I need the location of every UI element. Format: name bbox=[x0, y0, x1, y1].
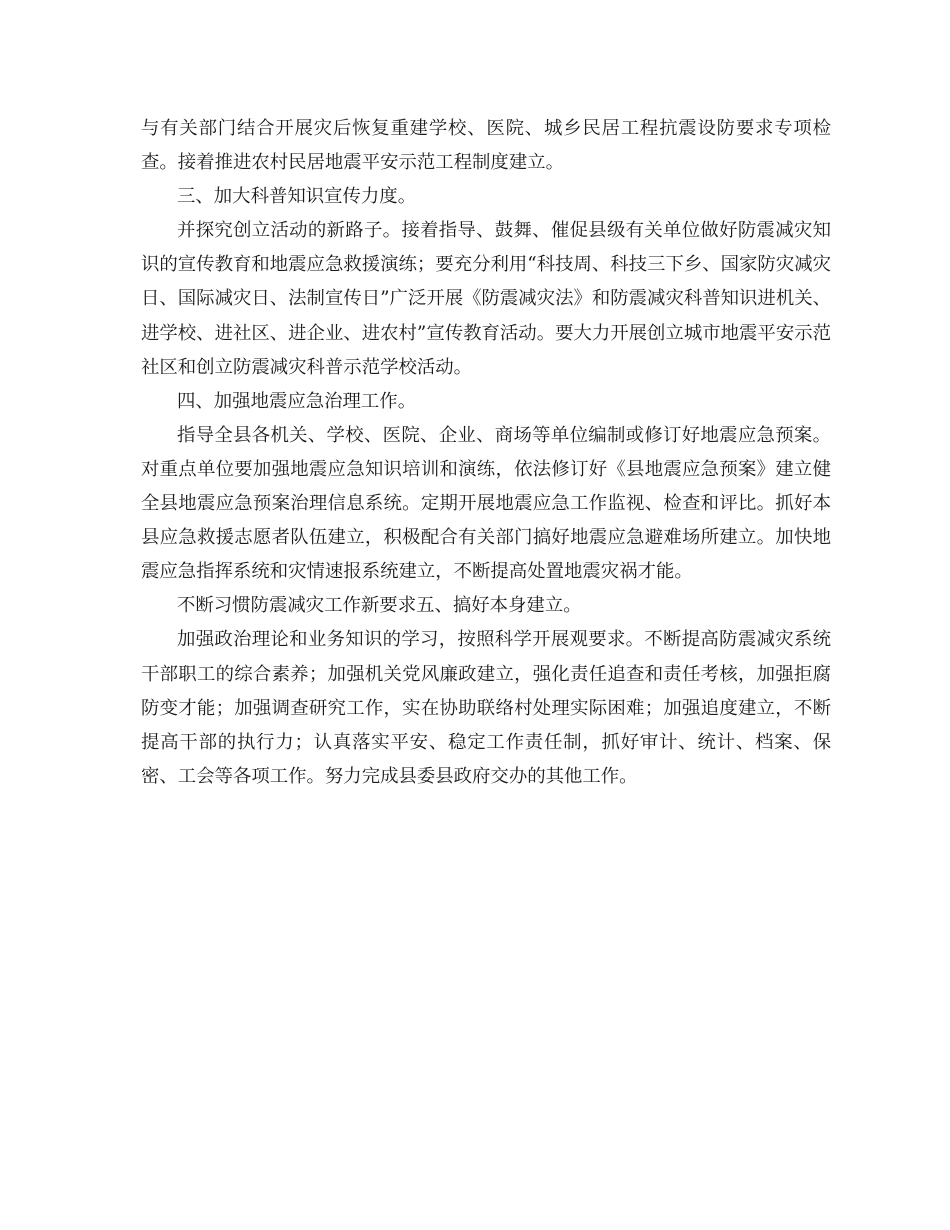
paragraph-self-building: 加强政治理论和业务知识的学习，按照科学开展观要求。不断提高防震减灾系统干部职工的综合素养；加强机关党风廉政建立，强化责任追查和责任考核，加强拒腐防变才能；加强调查研究工作，实在协助联络村处理实际困难；加强追度建立，不断提高干部的执行力；认真落实平安、稳定工作责任制，抓好审计、统计、档案、保密、工会等各项工作。努力完成县委县政府交办的其他工作。 bbox=[141, 629, 831, 787]
section-heading-emergency-management: 四、加强地震应急治理工作。 bbox=[177, 390, 417, 412]
section-heading-science-publicity: 三、加大科普知识宣传力度。 bbox=[177, 186, 417, 208]
paragraph-emergency-management: 指导全县各机关、学校、医院、企业、商场等单位编制或修订好地震应急预案。对重点单位要加强地震应急知识培训和演练，依法修订好《县地震应急预案》建立健全县地震应急预案治理信息系统。定期开展地震应急工作监视、检查和评比。抓好本县应急救援志愿者队伍建立，积极配合有关部门搞好地震应急避难场所建立。加快地震应急指挥系统和灾情速报系统建立，不断提高处置地震灾祸才能。 bbox=[141, 424, 831, 583]
paragraph-science-publicity: 并探究创立活动的新路子。接着指导、鼓舞、催促县级有关单位做好防震减灾知识的宣传教育和地震应急救援演练；要充分利用“科技周、科技三下乡、国家防灾减灾日、国际减灾日、法制宣传日”广泛开展《防震减灾法》和防震减灾科普知识进机关、进学校、进社区、进企业、进农村”宣传教育活动。要大力开展创立城市地震平安示范社区和创立防震减灾科普示范学校活动。 bbox=[141, 220, 831, 378]
document-body bbox=[141, 112, 831, 794]
section-heading-self-building: 不断习惯防震减灾工作新要求五、搞好本身建立。 bbox=[177, 595, 582, 617]
paragraph-recovery-inspection: 与有关部门结合开展灾后恢复重建学校、医院、城乡民居工程抗震设防要求专项检查。接着推进农村民居地震平安示范工程制度建立。 bbox=[141, 118, 831, 174]
